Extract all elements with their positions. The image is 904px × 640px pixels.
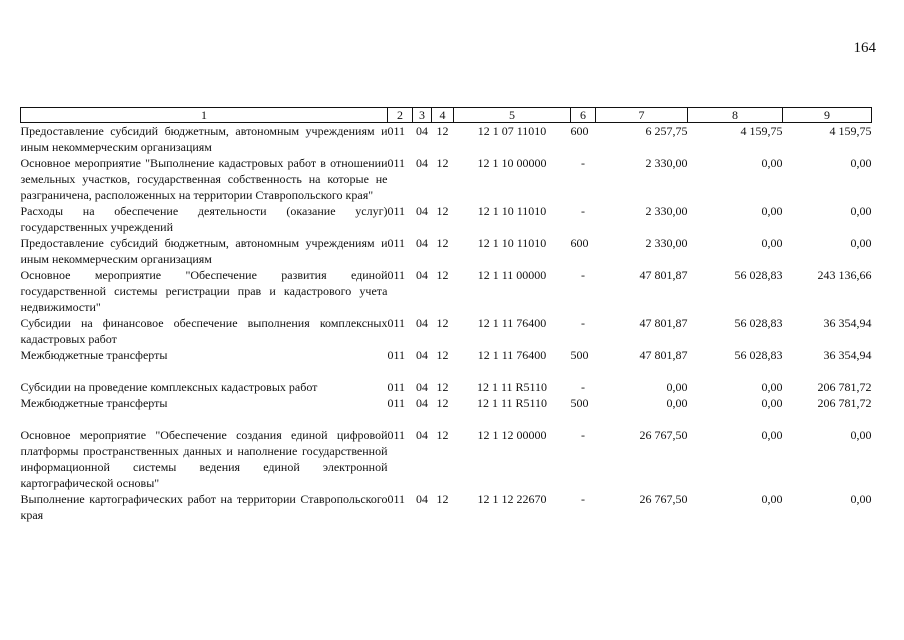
cell-expense-type: - [581,428,585,442]
cell-year-1: 26 767,50 [639,492,688,506]
cell-admin: 011 [387,428,406,442]
cell-year-2: 4 159,75 [740,124,783,138]
cell-target: 12 1 07 11010 [477,124,547,138]
row-name: Расходы на обеспечение деятельности (оказание услуг) государственных учреждений [20,204,388,234]
cell-target: 12 1 11 76400 [477,348,547,362]
table-row [21,123,872,156]
cell-year-3: 206 781,72 [817,380,872,394]
cell-expense-type: - [581,156,585,170]
cell-year-1: 0,00 [666,396,688,410]
cell-year-1: 0,00 [666,380,688,394]
column-header: 8 [688,108,783,123]
table-row [21,379,872,395]
cell-subsection: 12 [436,124,449,138]
cell-year-3: 36 354,94 [823,316,872,330]
column-header: 4 [432,108,454,123]
cell-year-3: 4 159,75 [829,124,872,138]
cell-year-3: 36 354,94 [823,348,872,362]
cell-section: 04 [416,156,428,170]
table-row [21,491,872,523]
cell-year-2: 56 028,83 [734,348,783,362]
column-header: 1 [21,108,388,123]
cell-year-3: 0,00 [850,204,872,218]
cell-subsection: 12 [436,236,449,250]
cell-section: 04 [416,396,428,410]
column-header: 9 [783,108,872,123]
cell-target: 12 1 10 11010 [477,204,547,218]
cell-year-1: 6 257,75 [645,124,688,138]
header-row [21,108,872,123]
cell-subsection: 12 [436,380,449,394]
cell-subsection: 12 [436,348,449,362]
cell-expense-type: 600 [570,236,589,250]
cell-year-3: 206 781,72 [817,396,872,410]
cell-expense-type: - [581,492,585,506]
spacer-row [21,411,872,427]
cell-subsection: 12 [436,156,449,170]
cell-target: 12 1 12 00000 [477,428,547,442]
cell-year-2: 0,00 [761,396,783,410]
column-header: 2 [388,108,413,123]
cell-section: 04 [416,492,428,506]
cell-subsection: 12 [436,492,449,506]
cell-year-2: 56 028,83 [734,268,783,282]
column-header: 6 [571,108,596,123]
table-row [21,395,872,411]
cell-section: 04 [416,316,428,330]
cell-year-1: 47 801,87 [639,268,688,282]
cell-admin: 011 [387,492,406,506]
cell-year-1: 47 801,87 [639,316,688,330]
row-name: Основное мероприятие "Обеспечение создания единой цифровой платформы пространственных данных и наполнение государственной информационной системы ведения единой электронной картографической основы" [20,428,388,490]
budget-table-container [20,107,871,523]
cell-target: 12 1 12 22670 [477,492,547,506]
table-row [21,267,872,315]
cell-admin: 011 [387,316,406,330]
column-header: 7 [596,108,688,123]
cell-year-2: 0,00 [761,428,783,442]
row-name: Предоставление субсидий бюджетным, автономным учреждениям и иным некоммерческим организациям [20,236,388,266]
cell-year-2: 0,00 [761,236,783,250]
cell-admin: 011 [387,124,406,138]
row-name: Субсидии на проведение комплексных кадастровых работ [20,380,318,394]
cell-year-3: 243 136,66 [817,268,872,282]
page-number: 164 [853,40,876,56]
column-header: 3 [413,108,432,123]
cell-expense-type: - [581,268,585,282]
cell-admin: 011 [387,380,406,394]
cell-year-1: 47 801,87 [639,348,688,362]
table-row [21,427,872,491]
table-row [21,155,872,203]
cell-subsection: 12 [436,204,449,218]
cell-section: 04 [416,348,428,362]
cell-section: 04 [416,236,428,250]
cell-expense-type: - [581,316,585,330]
cell-subsection: 12 [436,316,449,330]
cell-year-1: 26 767,50 [639,428,688,442]
cell-year-2: 56 028,83 [734,316,783,330]
cell-expense-type: 500 [570,396,589,410]
cell-admin: 011 [387,156,406,170]
cell-section: 04 [416,124,428,138]
column-header: 5 [454,108,571,123]
cell-admin: 011 [387,348,406,362]
row-name: Выполнение картографических работ на территории Ставропольского края [20,492,388,522]
cell-year-2: 0,00 [761,380,783,394]
cell-expense-type: - [581,204,585,218]
cell-admin: 011 [387,236,406,250]
row-name: Основное мероприятие "Обеспечение развития единой государственной системы регистрации прав и кадастрового учета недвижимости" [20,268,388,314]
cell-section: 04 [416,380,428,394]
cell-admin: 011 [387,268,406,282]
cell-subsection: 12 [436,268,449,282]
cell-year-3: 0,00 [850,428,872,442]
cell-target: 12 1 11 R5110 [476,396,548,410]
cell-year-1: 2 330,00 [645,204,688,218]
cell-target: 12 1 11 00000 [477,268,547,282]
cell-admin: 011 [387,396,406,410]
row-name: Основное мероприятие "Выполнение кадастровых работ в отношении земельных участков, государственная собственность на которые не разграничена, расположенных на территории Ставропольского края" [20,156,388,202]
table-row [21,315,872,347]
table-row [21,235,872,267]
table-row [21,203,872,235]
cell-section: 04 [416,268,428,282]
cell-year-3: 0,00 [850,492,872,506]
cell-year-1: 2 330,00 [645,156,688,170]
cell-year-3: 0,00 [850,156,872,170]
cell-expense-type: - [581,380,585,394]
cell-target: 12 1 10 00000 [477,156,547,170]
cell-subsection: 12 [436,396,449,410]
cell-expense-type: 500 [570,348,589,362]
budget-table [20,107,872,523]
row-name: Межбюджетные трансферты [20,396,168,410]
cell-section: 04 [416,428,428,442]
cell-year-3: 0,00 [850,236,872,250]
cell-section: 04 [416,204,428,218]
row-name: Межбюджетные трансферты [20,348,168,362]
row-name: Субсидии на финансовое обеспечение выполнения комплексных кадастровых работ [20,316,388,346]
cell-expense-type: 600 [570,124,589,138]
cell-year-1: 2 330,00 [645,236,688,250]
cell-year-2: 0,00 [761,156,783,170]
cell-admin: 011 [387,204,406,218]
cell-subsection: 12 [436,428,449,442]
row-name: Предоставление субсидий бюджетным, автономным учреждениям и иным некоммерческим организациям [20,124,388,154]
cell-year-2: 0,00 [761,492,783,506]
table-row [21,347,872,363]
cell-year-2: 0,00 [761,204,783,218]
spacer-row [21,363,872,379]
cell-target: 12 1 11 R5110 [476,380,548,394]
cell-target: 12 1 11 76400 [477,316,547,330]
cell-target: 12 1 10 11010 [477,236,547,250]
